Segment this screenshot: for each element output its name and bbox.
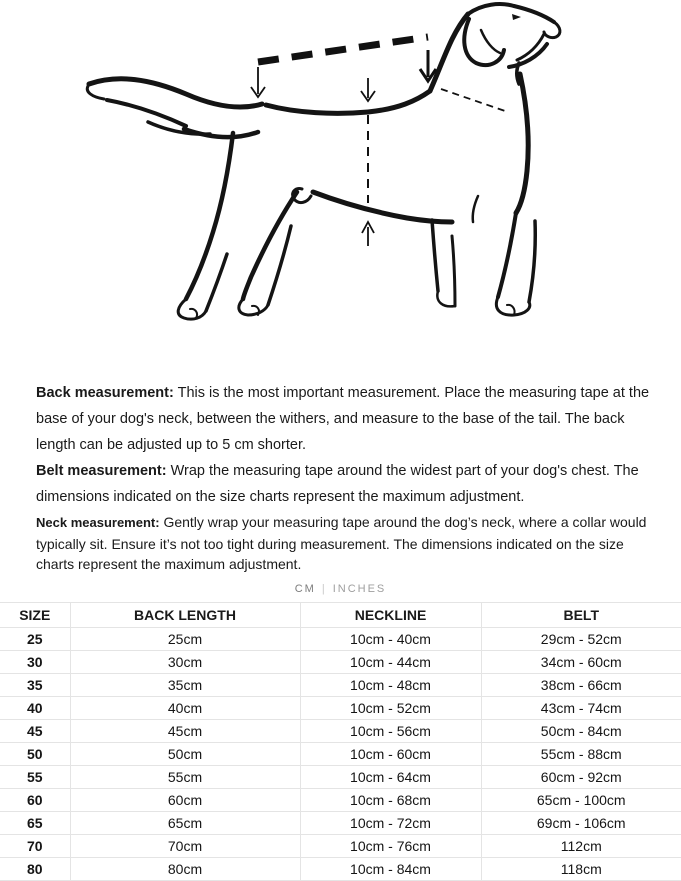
table-row <box>0 765 681 788</box>
neckline-cell: 10cm - 56cm <box>300 719 481 742</box>
neck-measurement-label: Neck measurement: <box>36 515 160 530</box>
neckline-cell: 10cm - 48cm <box>300 673 481 696</box>
belt-cell: 60cm - 92cm <box>481 765 681 788</box>
belt-measurement-paragraph <box>36 458 663 510</box>
table-row <box>0 742 681 765</box>
table-row <box>0 811 681 834</box>
unit-toggle-divider: | <box>321 582 327 595</box>
size-cell: 40 <box>0 696 70 719</box>
unit-toggle-cm[interactable]: CM <box>294 582 316 595</box>
size-cell: 80 <box>0 857 70 880</box>
column-header: BACK LENGTH <box>70 602 300 627</box>
table-row <box>0 650 681 673</box>
unit-toggle <box>0 581 681 597</box>
size-table-header-row <box>0 602 681 627</box>
column-header: NECKLINE <box>300 602 481 627</box>
belt-cell: 38cm - 66cm <box>481 673 681 696</box>
belt-cell: 118cm <box>481 857 681 880</box>
belt-cell: 29cm - 52cm <box>481 627 681 650</box>
column-header: BELT <box>481 602 681 627</box>
arrow-down-tail-icon <box>251 67 265 97</box>
back-length-cell: 70cm <box>70 834 300 857</box>
size-cell: 55 <box>0 765 70 788</box>
back-length-cell: 60cm <box>70 788 300 811</box>
arrow-down-mid-back-icon <box>361 78 375 101</box>
table-row <box>0 857 681 880</box>
neckline-cell: 10cm - 76cm <box>300 834 481 857</box>
table-row <box>0 673 681 696</box>
size-cell: 25 <box>0 627 70 650</box>
belt-cell: 112cm <box>481 834 681 857</box>
size-cell: 45 <box>0 719 70 742</box>
size-cell: 30 <box>0 650 70 673</box>
back-length-cell: 30cm <box>70 650 300 673</box>
table-row <box>0 627 681 650</box>
back-measurement-label: Back measurement: <box>36 385 174 401</box>
back-length-cell: 35cm <box>70 673 300 696</box>
belt-cell: 65cm - 100cm <box>481 788 681 811</box>
neckline-cell: 10cm - 60cm <box>300 742 481 765</box>
neck-dashed-line <box>441 89 508 112</box>
belt-measurement-text: Wrap the measuring tape around the widest part of your dog's chest. The dimensions indicated on the size charts represent the maximum adjustment. <box>36 463 639 505</box>
size-cell: 50 <box>0 742 70 765</box>
size-table <box>0 602 681 881</box>
neckline-cell: 10cm - 40cm <box>300 627 481 650</box>
table-row <box>0 696 681 719</box>
table-row <box>0 788 681 811</box>
back-measurement-text: This is the most important measurement. Place the measuring tape at the base of your dog's neck, between the withers, and measure to the base of the tail. The back length can be adjusted up to 5 cm shorter. <box>36 385 650 453</box>
table-row <box>0 719 681 742</box>
dog-measurement-diagram <box>0 0 681 366</box>
belt-cell: 34cm - 60cm <box>481 650 681 673</box>
arrow-up-belly-icon <box>362 222 374 246</box>
size-cell: 35 <box>0 673 70 696</box>
neck-measurement-paragraph <box>36 512 663 575</box>
neckline-cell: 10cm - 68cm <box>300 788 481 811</box>
size-cell: 70 <box>0 834 70 857</box>
unit-toggle-inches[interactable]: INCHES <box>332 582 387 595</box>
column-header: SIZE <box>0 602 70 627</box>
neckline-cell: 10cm - 84cm <box>300 857 481 880</box>
neckline-cell: 10cm - 44cm <box>300 650 481 673</box>
dog-illustration-svg <box>0 0 681 366</box>
size-table-body <box>0 627 681 880</box>
back-length-cell: 55cm <box>70 765 300 788</box>
measurement-instructions <box>36 380 663 575</box>
back-length-cell: 25cm <box>70 627 300 650</box>
dog-outline-illustration <box>87 4 560 319</box>
neck-measurement-text: Gently wrap your measuring tape around the dog’s neck, where a collar would typically sit. Ensure it’s not too tight during measurement. The dimensions indicated on the size charts represent the maximum adjustment. <box>36 514 647 572</box>
back-length-cell: 80cm <box>70 857 300 880</box>
back-length-cell: 50cm <box>70 742 300 765</box>
neckline-cell: 10cm - 72cm <box>300 811 481 834</box>
back-length-cell: 65cm <box>70 811 300 834</box>
back-length-dashed-line <box>258 37 428 62</box>
belt-cell: 69cm - 106cm <box>481 811 681 834</box>
table-row <box>0 834 681 857</box>
back-length-cell: 45cm <box>70 719 300 742</box>
size-cell: 60 <box>0 788 70 811</box>
dog-eye <box>512 14 521 20</box>
back-length-cell: 40cm <box>70 696 300 719</box>
size-cell: 65 <box>0 811 70 834</box>
neckline-cell: 10cm - 52cm <box>300 696 481 719</box>
belt-cell: 50cm - 84cm <box>481 719 681 742</box>
belt-measurement-label: Belt measurement: <box>36 463 167 479</box>
neckline-cell: 10cm - 64cm <box>300 765 481 788</box>
belt-cell: 43cm - 74cm <box>481 696 681 719</box>
belt-cell: 55cm - 88cm <box>481 742 681 765</box>
back-measurement-paragraph <box>36 380 663 458</box>
